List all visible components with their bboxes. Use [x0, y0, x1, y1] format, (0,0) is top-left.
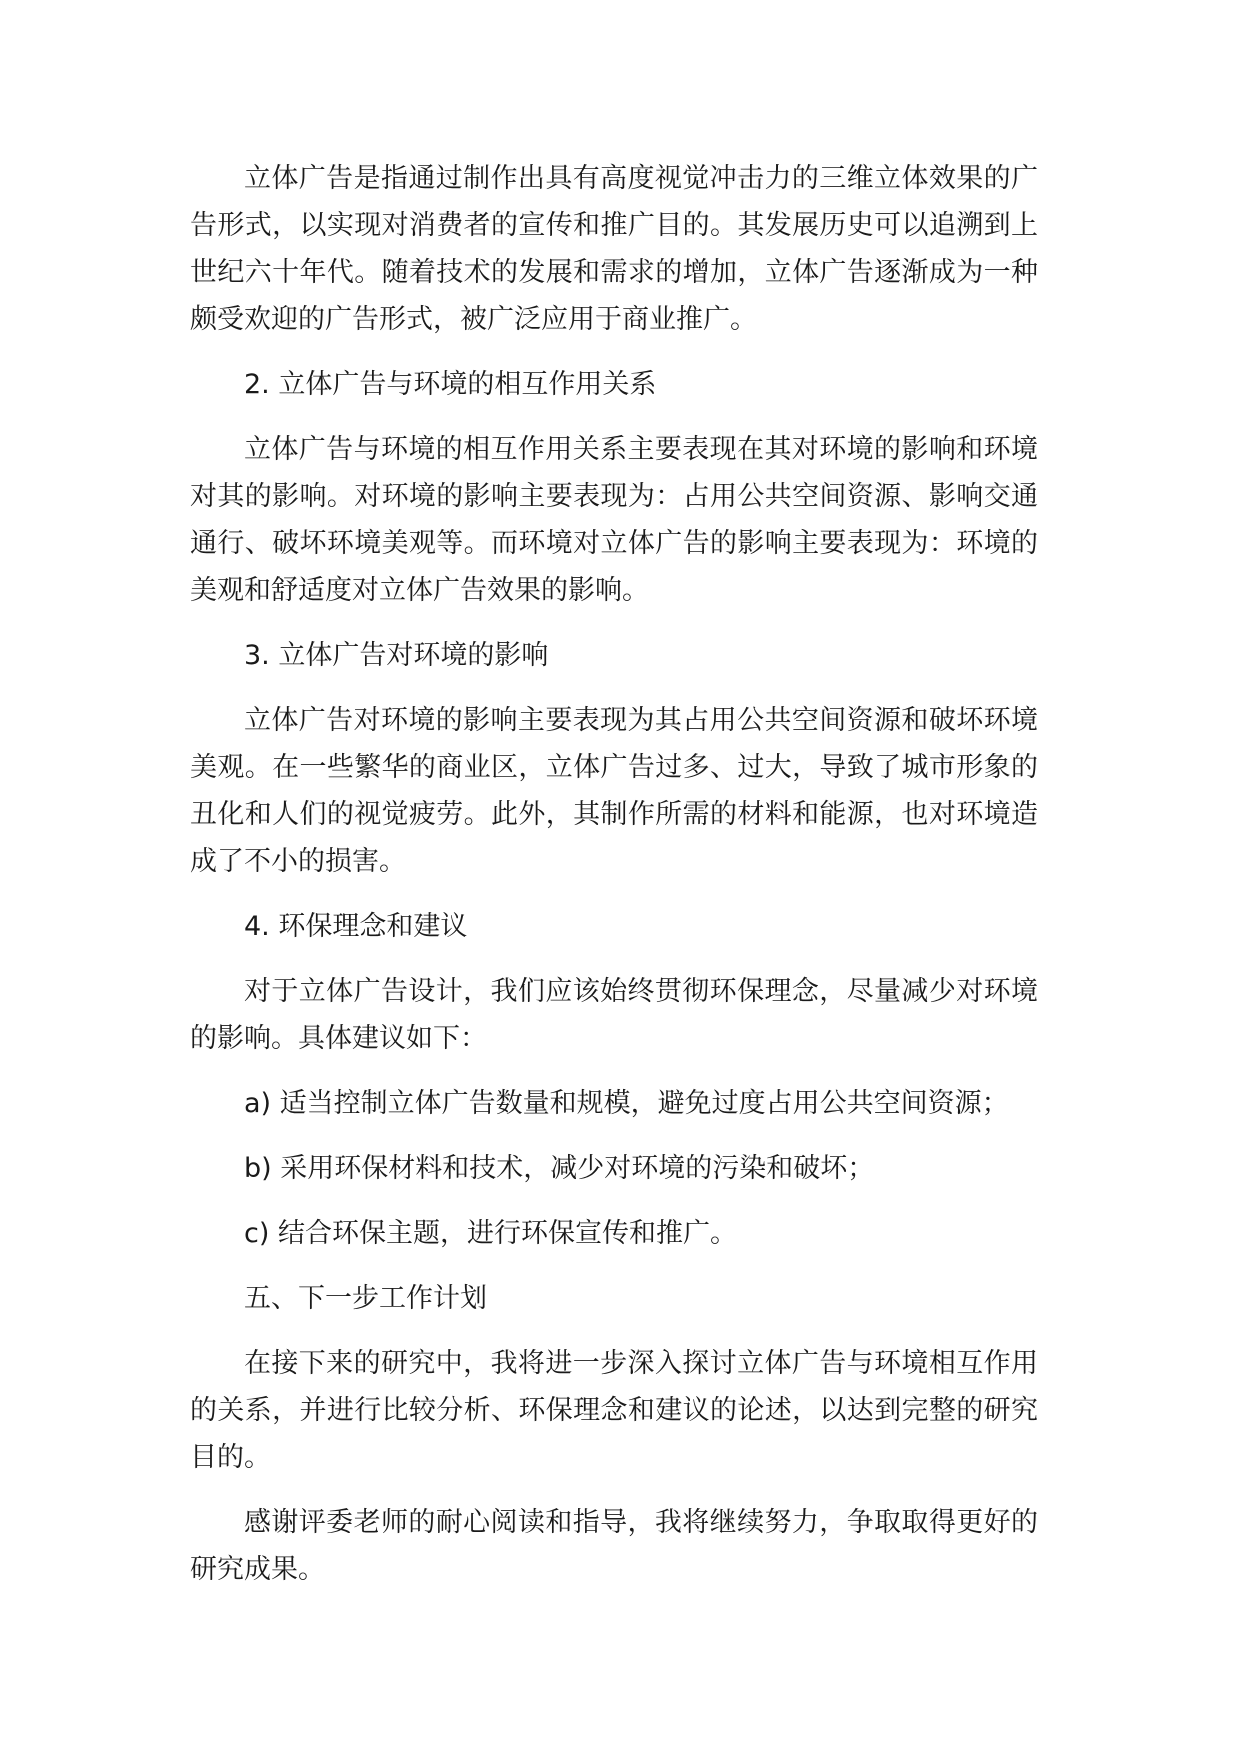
document-body	[190, 155, 1038, 1593]
body-paragraph: 对于立体广告设计，我们应该始终贯彻环保理念，尽量减少对环境的影响。具体建议如下：	[190, 976, 1038, 1054]
body-paragraph: 立体广告是指通过制作出具有高度视觉冲击力的三维立体效果的广告形式，以实现对消费者的宣传和推广目的。其发展历史可以追溯到上世纪六十年代。随着技术的发展和需求的增加，立体广告逐渐成为一种颇受欢迎的广告形式，被广泛应用于商业推广。	[190, 163, 1038, 335]
body-paragraph: 在接下来的研究中，我将进一步深入探讨立体广告与环境相互作用的关系，并进行比较分析、环保理念和建议的论述，以达到完整的研究目的。	[190, 1348, 1038, 1473]
section-heading: 4. 环保理念和建议	[244, 911, 468, 942]
body-paragraph: 立体广告对环境的影响主要表现为其占用公共空间资源和破坏环境美观。在一些繁华的商业区，立体广告过多、过大，导致了城市形象的丑化和人们的视觉疲劳。此外，其制作所需的材料和能源，也对环境造成了不小的损害。	[190, 705, 1038, 877]
list-item: c) 结合环保主题，进行环保宣传和推广。	[244, 1218, 737, 1249]
list-item: a) 适当控制立体广告数量和规模，避免过度占用公共空间资源；	[244, 1088, 1009, 1119]
list-item: b) 采用环保材料和技术，减少对环境的污染和破坏；	[244, 1153, 875, 1184]
section-heading: 2. 立体广告与环境的相互作用关系	[244, 369, 657, 400]
body-paragraph: 立体广告与环境的相互作用关系主要表现在其对环境的影响和环境对其的影响。对环境的影响主要表现为：占用公共空间资源、影响交通通行、破坏环境美观等。而环境对立体广告的影响主要表现为：环境的美观和舒适度对立体广告效果的影响。	[190, 434, 1038, 606]
section-heading: 五、下一步工作计划	[244, 1283, 487, 1314]
section-heading: 3. 立体广告对环境的影响	[244, 640, 549, 671]
body-paragraph: 感谢评委老师的耐心阅读和指导，我将继续努力，争取取得更好的研究成果。	[190, 1507, 1038, 1585]
